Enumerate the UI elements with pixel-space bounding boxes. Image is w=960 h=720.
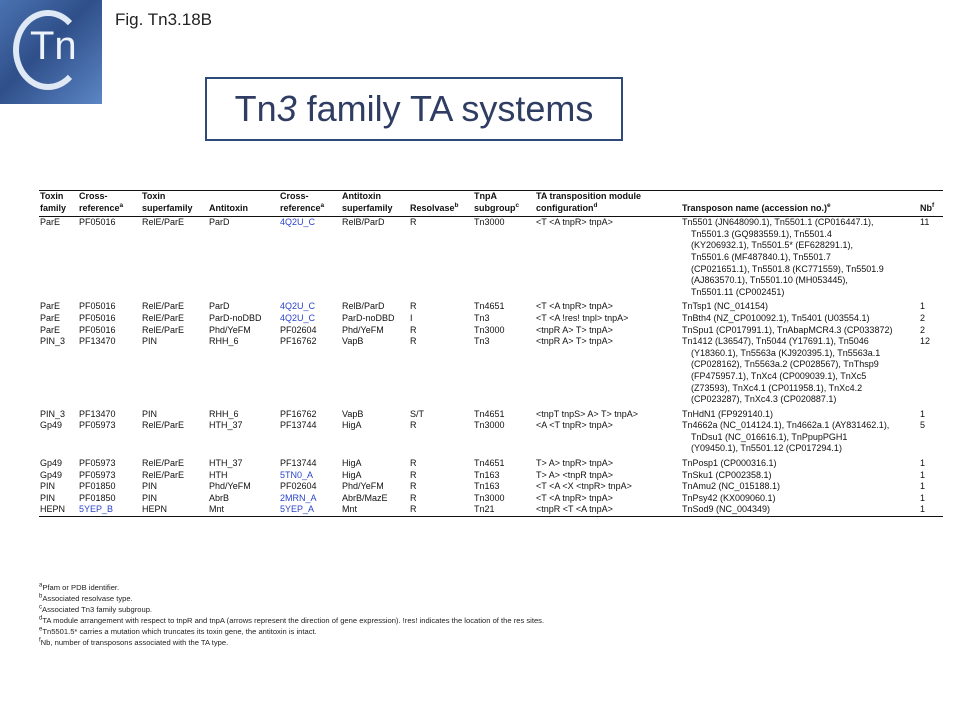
toxin-family-cell: PIN_3 <box>40 336 66 347</box>
tnpa-subgroup-cell: Tn3 <box>474 312 490 323</box>
footnote-mark: c <box>515 201 520 209</box>
table-row <box>39 313 943 325</box>
column-header <box>409 191 473 217</box>
tnpa-subgroup-cell: Tn4651 <box>474 408 505 419</box>
resolvase-cell: R <box>410 420 417 431</box>
column-header <box>681 191 919 217</box>
resolvase-cell: R <box>410 217 417 228</box>
toxin-family-cell: ParE <box>40 312 61 323</box>
column-header <box>919 191 943 217</box>
footnote-text: Associated Tn3 family subgroup. <box>42 605 153 614</box>
antitoxin-xref-cell[interactable]: 5YEP_A <box>279 504 341 516</box>
tnpa-subgroup-cell: Tn4651 <box>474 458 505 469</box>
toxin-xref-cell: PF05973 <box>79 458 116 469</box>
transposon-line: TnSku1 (CP002358.1) <box>682 469 772 480</box>
table-body <box>39 217 943 517</box>
nb-cell: 2 <box>920 324 926 335</box>
configuration-cell: T> A> <tnpR tnpA> <box>536 469 614 480</box>
toxin-family-cell: ParE <box>40 301 61 312</box>
antitoxin-superfamily-cell: VapB <box>342 408 364 419</box>
antitoxin-superfamily-cell: RelB/ParD <box>342 301 385 312</box>
logo-text: Tn <box>30 24 77 68</box>
column-header-label: Antitoxin superfamily <box>342 191 393 213</box>
tnpa-subgroup-cell: Tn21 <box>473 504 535 516</box>
antitoxin-superfamily-cell: Phd/YeFM <box>342 324 384 335</box>
toxin-superfamily-cell: PIN <box>142 408 158 419</box>
antitoxin-cell: RHH_6 <box>209 336 239 347</box>
table-row <box>39 470 943 482</box>
column-header <box>279 191 341 217</box>
configuration-cell: <T <A <X <tnpR> tnpA> <box>536 481 632 492</box>
toxin-superfamily-cell: HEPN <box>141 504 208 516</box>
antitoxin-cell: HTH_37 <box>209 420 243 431</box>
table-row <box>39 504 943 516</box>
table-row <box>39 420 943 455</box>
antitoxin-cell: ParD-noDBD <box>209 312 262 323</box>
footnote <box>39 626 939 637</box>
antitoxin-superfamily-cell: ParD-noDBD <box>342 312 395 323</box>
table-row <box>39 336 943 406</box>
transposon-line: TnSpu1 (CP017991.1), TnAbapMCR4.3 (CP033872) <box>682 324 893 335</box>
column-header <box>341 191 409 217</box>
transposon-cell <box>681 325 919 337</box>
figure-label: Fig. Tn3.18B <box>115 10 213 29</box>
transposon-line: TnHdN1 (FP929140.1) <box>682 408 774 419</box>
resolvase-cell: R <box>410 324 417 335</box>
footnote-text: Associated resolvase type. <box>42 594 133 603</box>
table-row <box>39 217 943 299</box>
footnote-mark: d <box>593 201 598 209</box>
antitoxin-cell: Phd/YeFM <box>209 324 251 335</box>
toxin-superfamily-cell: RelE/ParE <box>142 469 185 480</box>
nb-cell: 1 <box>920 492 926 503</box>
tnpa-subgroup-cell: Tn3000 <box>474 492 505 503</box>
tn-logo <box>0 0 102 104</box>
resolvase-cell: I <box>410 312 413 323</box>
antitoxin-superfamily-cell: AbrB/MazE <box>342 492 388 503</box>
footnote <box>39 593 939 604</box>
toxin-family-cell: Gp49 <box>40 458 63 469</box>
footnote-text: Tn5501.5* carries a mutation which truncates its toxin gene, the antitoxin is intact. <box>42 627 317 636</box>
transposon-line: TnAmu2 (NC_015188.1) <box>682 481 781 492</box>
column-header-label: Resolvase <box>410 202 455 213</box>
resolvase-cell: R <box>410 301 417 312</box>
transposon-cell <box>681 298 919 313</box>
toxin-superfamily-cell: PIN <box>142 336 158 347</box>
antitoxin-cell: AbrB <box>209 492 230 503</box>
antitoxin-xref-cell: PF13744 <box>280 458 317 469</box>
toxin-family-cell: PIN <box>40 492 56 503</box>
footnote-mark: a <box>119 201 124 209</box>
antitoxin-xref-cell[interactable]: 4Q2U_C <box>280 217 316 228</box>
column-header <box>535 191 681 217</box>
toxin-family-cell: ParE <box>40 324 61 335</box>
toxin-superfamily-cell: RelE/ParE <box>142 324 185 335</box>
resolvase-cell: R <box>410 458 417 469</box>
configuration-cell: <T <A tnpR> tnpA> <box>536 492 613 503</box>
antitoxin-superfamily-cell: HigA <box>342 458 362 469</box>
toxin-xref-cell: PF05973 <box>79 420 116 431</box>
tnpa-subgroup-cell: Tn4651 <box>474 301 505 312</box>
footnote-mark: c <box>39 604 42 611</box>
antitoxin-xref-cell[interactable]: 2MRN_A <box>280 492 317 503</box>
footnote-mark: f <box>39 637 41 644</box>
column-header <box>78 191 141 217</box>
toxin-family-cell: PIN_3 <box>40 408 66 419</box>
resolvase-cell: R <box>410 336 417 347</box>
configuration-cell: <tnpR A> T> tnpA> <box>536 336 613 347</box>
nb-cell: 2 <box>920 312 926 323</box>
toxin-xref-cell[interactable]: 5YEP_B <box>78 504 141 516</box>
transposon-line: TnDsu1 (NC_016616.1), TnPpupPGH1 <box>691 431 848 442</box>
footnote-text: TA module arrangement with respect to tnpR and tnpA (arrows represent the direction of gene expression). !res! indicates the location of the res sites. <box>42 616 545 625</box>
toxin-xref-cell: PF05016 <box>79 324 116 335</box>
footnote-mark: a <box>39 582 43 589</box>
transposon-line: TnPsy42 (KX009060.1) <box>682 492 776 503</box>
antitoxin-xref-cell[interactable]: 4Q2U_C <box>280 312 316 323</box>
resolvase-cell: R <box>409 504 473 516</box>
resolvase-cell: S/T <box>410 408 425 419</box>
antitoxin-xref-cell: PF02604 <box>280 481 317 492</box>
toxin-xref-cell: PF05016 <box>79 312 116 323</box>
column-header-label: Cross-reference <box>280 191 321 213</box>
transposon-cell <box>681 455 919 470</box>
antitoxin-cell: Phd/YeFM <box>209 481 251 492</box>
transposon-line: Tn1412 (L36547), Tn5044 (Y17691.1), Tn5046 <box>682 336 869 347</box>
table-row <box>39 325 943 337</box>
column-header <box>39 191 78 217</box>
table-row <box>39 455 943 470</box>
toxin-family-cell: Gp49 <box>40 420 63 431</box>
transposon-cell <box>681 504 919 516</box>
nb-cell: 5 <box>920 420 926 431</box>
footnote-text: Nb, number of transposons associated with the TA type. <box>40 638 229 647</box>
table-row <box>39 298 943 313</box>
antitoxin-superfamily-cell: Mnt <box>341 504 409 516</box>
tnpa-subgroup-cell: Tn3000 <box>474 217 505 228</box>
table-row <box>39 406 943 421</box>
toxin-superfamily-cell: RelE/ParE <box>142 420 185 431</box>
toxin-xref-cell: PF05016 <box>79 217 116 228</box>
title-italic: 3 <box>276 88 297 129</box>
footnote <box>39 582 939 593</box>
nb-cell: 1 <box>919 504 943 516</box>
toxin-superfamily-cell: RelE/ParE <box>142 301 185 312</box>
antitoxin-xref-cell: PF02604 <box>280 324 317 335</box>
table-footnotes <box>39 582 939 648</box>
antitoxin-cell: ParD <box>209 301 230 312</box>
transposon-cell <box>681 493 919 505</box>
footnote <box>39 637 939 648</box>
antitoxin-xref-cell: PF16762 <box>280 336 317 347</box>
transposon-line: (AJ863570.1), Tn5501.10 (MH053445), <box>691 275 848 286</box>
toxin-xref-cell: PF05016 <box>79 301 116 312</box>
nb-cell: 1 <box>920 469 926 480</box>
column-header-label: Toxin superfamily <box>142 191 193 213</box>
transposon-cell <box>681 420 919 455</box>
transposon-cell <box>681 406 919 421</box>
antitoxin-superfamily-cell: RelB/ParD <box>342 217 385 228</box>
toxin-xref-cell: PF01850 <box>79 492 116 503</box>
slide-title <box>205 77 623 141</box>
title-pre: Tn <box>234 88 277 129</box>
antitoxin-superfamily-cell: VapB <box>342 336 364 347</box>
toxin-xref-cell: PF01850 <box>79 481 116 492</box>
toxin-superfamily-cell: PIN <box>142 481 158 492</box>
toxin-superfamily-cell: RelE/ParE <box>142 458 185 469</box>
footnote <box>39 615 939 626</box>
table-header-row <box>39 191 943 217</box>
nb-cell: 12 <box>920 336 931 347</box>
nb-cell: 1 <box>920 458 926 469</box>
footnote-mark: e <box>39 626 43 633</box>
toxin-xref-cell: PF13470 <box>79 408 116 419</box>
toxin-xref-cell: PF13470 <box>79 336 116 347</box>
configuration-cell: <tnpR A> T> tnpA> <box>536 324 613 335</box>
nb-cell: 11 <box>920 217 930 228</box>
table-row <box>39 493 943 505</box>
column-header-label: Transposon name (accession no.) <box>682 202 828 213</box>
footnote-mark: e <box>827 201 831 209</box>
column-header-label: Cross-reference <box>79 191 120 213</box>
antitoxin-cell: Mnt <box>208 504 279 516</box>
transposon-cell <box>681 336 919 406</box>
transposon-line: (KY206932.1), Tn5501.5* (EF628291.1), <box>691 240 853 251</box>
nb-cell: 1 <box>920 481 926 492</box>
antitoxin-xref-cell[interactable]: 5TN0_A <box>280 469 314 480</box>
toxin-family-cell: HEPN <box>39 504 78 516</box>
transposon-line: (CP023287), TnXc4.3 (CP020887.1) <box>691 394 837 405</box>
transposon-line: (CP028162), Tn5563a.2 (CP028567), TnThsp9 <box>691 359 879 370</box>
transposon-line: (CP021651.1), Tn5501.8 (KC771559), Tn5501.9 <box>691 263 884 274</box>
configuration-cell: T> A> tnpR> tnpA> <box>536 458 614 469</box>
ta-systems-table <box>39 190 943 517</box>
configuration-cell: <tnpT tnpS> A> T> tnpA> <box>536 408 638 419</box>
resolvase-cell: R <box>410 469 417 480</box>
footnote-mark: f <box>932 201 935 209</box>
transposon-line: Tn5501 (JN648090.1), Tn5501.1 (CP016447.1), <box>682 217 874 228</box>
tnpa-subgroup-cell: Tn3000 <box>474 420 505 431</box>
configuration-cell: <T <A tnpR> tnpA> <box>536 301 613 312</box>
toxin-family-cell: PIN <box>40 481 56 492</box>
transposon-line: (FP475957.1), TnXc4 (CP009039.1), TnXc5 <box>691 370 867 381</box>
antitoxin-xref-cell: PF16762 <box>280 408 317 419</box>
tnpa-subgroup-cell: Tn3000 <box>474 324 505 335</box>
transposon-line: TnTsp1 (NC_014154) <box>682 301 769 312</box>
configuration-cell: <A <T tnpR> tnpA> <box>536 420 613 431</box>
transposon-line: TnSod9 (NC_004349) <box>682 504 771 515</box>
configuration-cell: <T <A tnpR> tnpA> <box>536 217 613 228</box>
antitoxin-xref-cell[interactable]: 4Q2U_C <box>280 301 316 312</box>
toxin-family-cell: Gp49 <box>40 469 63 480</box>
footnote-mark: b <box>454 201 459 209</box>
transposon-cell <box>681 217 919 299</box>
footnote-mark: d <box>39 615 43 622</box>
footnote <box>39 604 939 615</box>
configuration-cell: <T <A !res! tnpl> tnpA> <box>536 312 629 323</box>
toxin-superfamily-cell: PIN <box>142 492 158 503</box>
transposon-line: Tn5501.11 (CP002451) <box>691 286 785 297</box>
resolvase-cell: R <box>410 492 417 503</box>
tnpa-subgroup-cell: Tn163 <box>474 469 500 480</box>
transposon-cell <box>681 470 919 482</box>
nb-cell: 1 <box>920 408 926 419</box>
column-header <box>208 191 279 217</box>
transposon-line: TnBth4 (NZ_CP010092.1), Tn5401 (U03554.1) <box>682 312 870 323</box>
tnpa-subgroup-cell: Tn163 <box>474 481 500 492</box>
transposon-line: (Y18360.1), Tn5563a (KJ920395.1), Tn5563a.1 <box>691 347 881 358</box>
antitoxin-superfamily-cell: HigA <box>342 469 362 480</box>
transposon-cell <box>681 481 919 493</box>
configuration-cell: <tnpR <T <A tnpA> <box>535 504 681 516</box>
resolvase-cell: R <box>410 481 417 492</box>
nb-cell: 1 <box>920 301 926 312</box>
table-row <box>39 481 943 493</box>
column-header <box>141 191 208 217</box>
transposon-line: Tn5501.6 (MF487840.1), Tn5501.7 <box>691 251 831 262</box>
transposon-line: TnPosp1 (CP000316.1) <box>682 458 777 469</box>
transposon-line: (Z73593), TnXc4.1 (CP011958.1), TnXc4.2 <box>691 382 863 393</box>
column-header <box>473 191 535 217</box>
column-header-label: TnpA subgroup <box>474 191 516 213</box>
antitoxin-cell: HTH <box>209 469 228 480</box>
title-post: family TA systems <box>296 88 594 129</box>
tnpa-subgroup-cell: Tn3 <box>474 336 490 347</box>
antitoxin-cell: HTH_37 <box>209 458 243 469</box>
footnote-text: Pfam or PDB identifier. <box>42 583 120 592</box>
footnote-mark: a <box>320 201 325 209</box>
column-header-label: Antitoxin <box>209 202 248 213</box>
column-header-label: TA transposition module configuration <box>536 191 641 213</box>
toxin-xref-cell: PF05973 <box>79 469 116 480</box>
transposon-cell <box>681 313 919 325</box>
antitoxin-superfamily-cell: Phd/YeFM <box>342 481 384 492</box>
transposon-line: (Y09450.1), Tn5501.12 (CP017294.1) <box>691 443 842 454</box>
column-header-label: Toxin family <box>40 191 67 213</box>
toxin-family-cell: ParE <box>40 217 61 228</box>
footnote-mark: b <box>39 593 43 600</box>
transposon-line: Tn4662a (NC_014124.1), Tn4662a.1 (AY831462.1), <box>682 420 890 431</box>
toxin-superfamily-cell: RelE/ParE <box>142 312 185 323</box>
antitoxin-cell: ParD <box>209 217 230 228</box>
antitoxin-superfamily-cell: HigA <box>342 420 362 431</box>
toxin-superfamily-cell: RelE/ParE <box>142 217 185 228</box>
antitoxin-xref-cell: PF13744 <box>280 420 317 431</box>
transposon-line: Tn5501.3 (GQ983559.1), Tn5501.4 <box>691 228 832 239</box>
column-header-label: Nb <box>920 202 932 213</box>
antitoxin-cell: RHH_6 <box>209 408 239 419</box>
